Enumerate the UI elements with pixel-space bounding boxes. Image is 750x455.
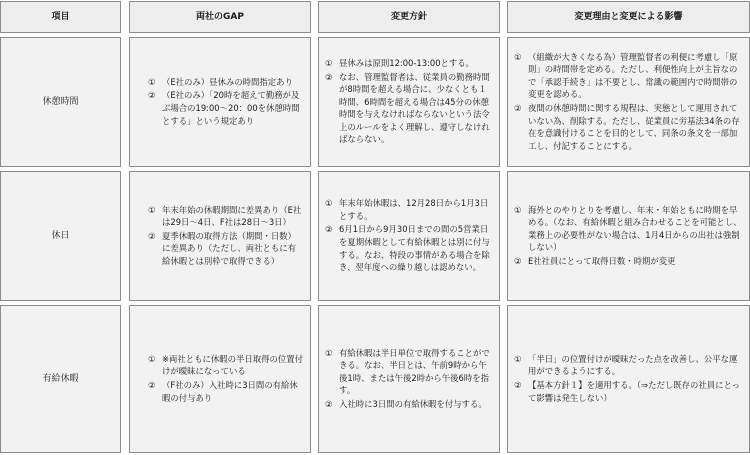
list-item: ② （F社のみ）入社時に3日間の有給休暇の付与あり (148, 380, 298, 403)
list-item: ② E社社員にとって取得日数・時期が変更 (514, 255, 676, 266)
list-item: ① 年末年始の休暇期間に差異あり（E社は29日～4日、F社は28日～3日） (148, 204, 302, 228)
list-item: ① 海外とのやりとりを考慮し、年末・年始ともに時期を早める。（なお、有給休暇と組み合わせることを可能とし、業務上の必要性がない場合は、1月4日からの出社は強制しない） (514, 204, 742, 253)
list-item: ② なお、管理監督者は、従業員の勤務時間が8時間を超える場合に、少なくとも１時間、6時間を超える場合は45分の休憩時間を与えなければならないという法令上のルールをよく理解し、遵守しなければならない。 (325, 71, 490, 145)
list-item: ② 夏季休暇の取得方法（期間・日数）に差異あり（ただし、両社ともに有給休暇とは別枠で取得できる） (148, 230, 296, 266)
row-label-break-time: 休憩時間 (0, 37, 121, 167)
header-gap: 両社のGAP (129, 1, 311, 33)
header-item: 項目 (0, 1, 121, 33)
row-gap-break-time (129, 37, 311, 167)
list-item: ② （E社のみ）「20時を超えて勤務が及ぶ場合の19:00～20：00を休憩時間とする」という規定あり (148, 90, 300, 126)
row-policy-holidays (318, 171, 500, 301)
list-item: ① 年末年始休暇は、12月28日から1月3日とする。 (325, 198, 489, 221)
row-label-paid-leave: 有給休暇 (0, 305, 121, 453)
row-policy-paid-leave (318, 305, 500, 453)
list-item: ② 【基本方針１】を適用する。（⇒ただし既存の社員にとって影響は発生しない） (514, 380, 741, 403)
list-item: ① 「半日」の位置付けが曖昧だった点を改善し、公平な運用ができるようにする。 (514, 353, 738, 377)
row-label-holidays: 休日 (0, 171, 121, 301)
list-item: ① （組織が大きくなる為）管理監督者の利便に考慮し「原則」の時間帯を定める。ただし、利便性向上が主旨なので「承認手続き」は不要とし、常識の範囲内で時間帯の変更を認める。 (514, 51, 738, 100)
list-item: ② 夜間の休憩時間に関する規程は、実態として運用されていない為、削除する。ただし、従業員に労基法34条の存在を意識付けることを目的として、同条の条文を一部加工し、付記することにする。 (514, 103, 740, 151)
list-item: ① ※両社ともに休暇の半日取得の位置付けが曖昧になっている (148, 353, 304, 377)
list-item: ① 昼休みは原則12:00-13:00とする。 (325, 57, 475, 68)
header-reason: 変更理由と変更による影響 (507, 1, 750, 33)
header-policy: 変更方針 (318, 1, 500, 33)
list-item: ② 入社時に3日間の有給休暇を付与する。 (325, 398, 487, 409)
row-gap-holidays (129, 171, 311, 301)
row-gap-paid-leave (129, 305, 311, 453)
list-item: ① 有給休暇は半日単位で取得することができる。なお、半日とは、午前9時から午後1時、または午後2時から午後6時を指す。 (325, 347, 490, 396)
list-item: ② 6月1日から9月30日までの間の5営業日を夏期休暇として有給休暇とは別に付与する。なお、特段の事情がある場合を除き、翌年度への繰り越しは認めない。 (325, 224, 490, 273)
list-item: ① （E社のみ）昼休みの時間指定あり (148, 76, 293, 87)
row-reason-break-time (507, 37, 750, 167)
row-reason-paid-leave (507, 305, 750, 453)
row-policy-break-time (318, 37, 500, 167)
row-reason-holidays (507, 171, 750, 301)
